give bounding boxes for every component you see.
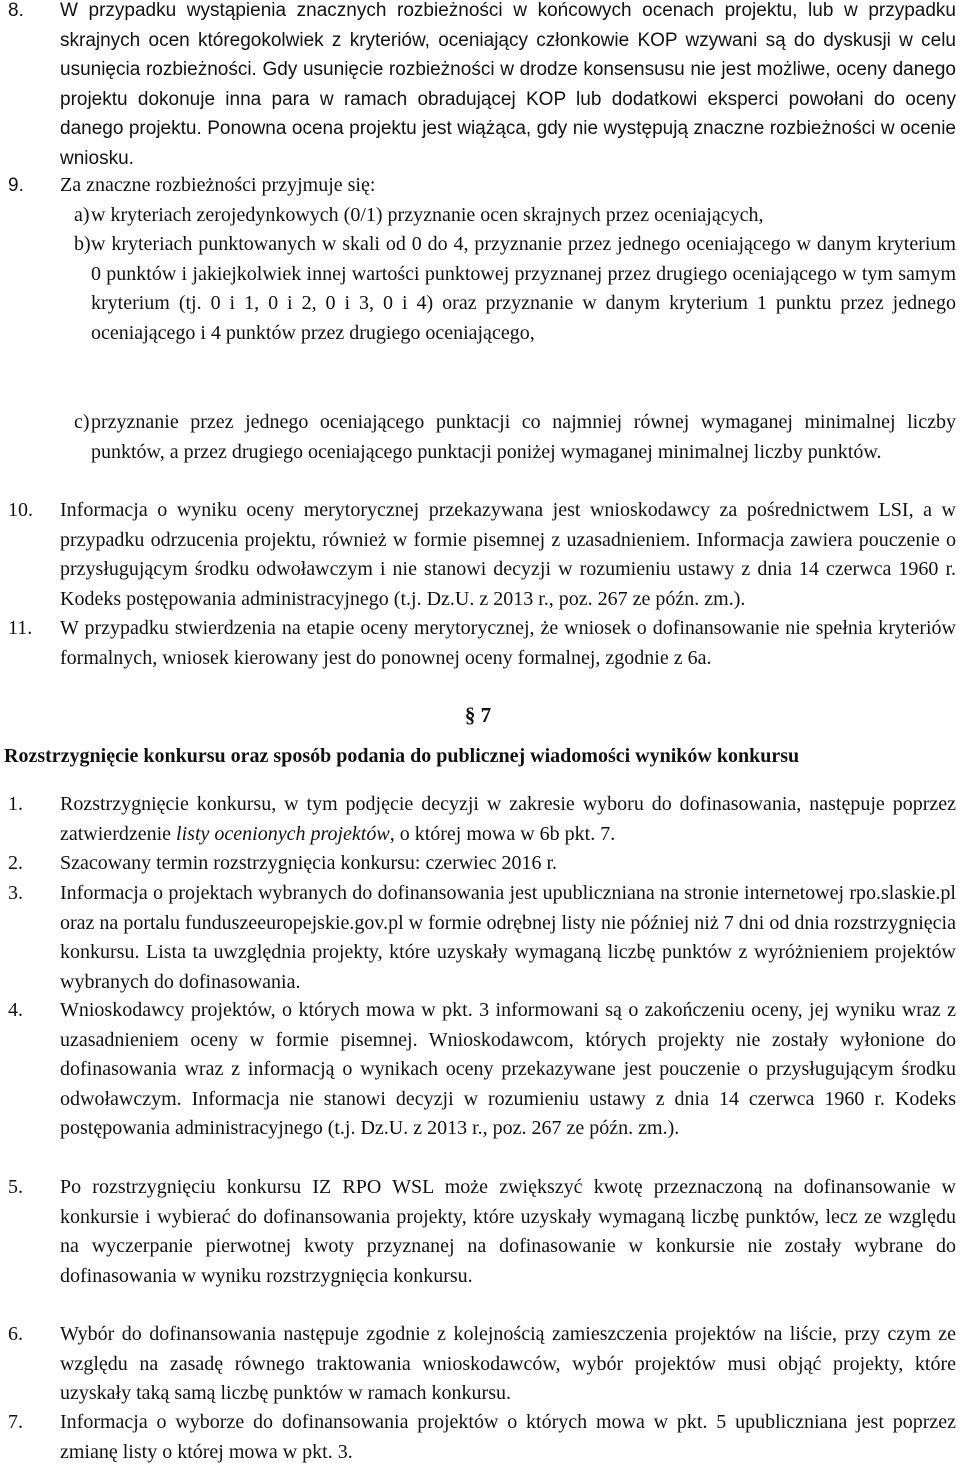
item-text-before: Rozstrzygnięcie konkursu, w tym podjęcie decyzji w zakresie wyboru do dofinasowania, następuje poprzez zatwierdzenie xyxy=(60,793,956,845)
section-heading: Rozstrzygnięcie konkursu oraz sposób podania do publicznej wiadomości wyników konkursu xyxy=(4,745,800,767)
item-text: Informacja o wyborze do dofinansowania projektów o których mowa w pkt. 5 upubliczniana jest poprzez zmianę listy o której mowa w pkt. 3. xyxy=(60,1411,956,1463)
subitem-label: b) xyxy=(74,233,91,255)
item-number: 4. xyxy=(8,999,23,1021)
item-text xyxy=(60,790,956,849)
item-text-after: , o której mowa w 6b pkt. 7. xyxy=(389,822,616,845)
item-text: Informacja o projektach wybranych do dofinansowania jest upubliczniana na stronie internetowej rpo.slaskie.pl oraz na portalu funduszeeuropejskie.gov.pl w formie odrębnej listy nie później niż 7 dni od dnia rozstrzygnięcia konkursu. Lista ta uwzględnia projekty, które uzyskały wymaganą liczbę punktów z wyróżnieniem projektów wybranych do dofinasowania. xyxy=(60,882,956,993)
item-number: 3. xyxy=(8,882,23,904)
item-number: 8. xyxy=(8,0,24,21)
item-number: 11. xyxy=(8,617,33,639)
item-number: 9. xyxy=(8,175,24,196)
item-text: Po rozstrzygnięciu konkursu IZ RPO WSL może zwiększyć kwotę przeznaczoną na dofinansowanie w konkursie i wybierać do dofinansowania projekty, które uzyskały wymaganą liczbę punktów, lecz ze względu na wyczerpanie pierwotnej kwoty przyznanej na dofinasowanie w konkursie nie zostały wybrane do dofinasowania w wyniku rozstrzygnięcia konkursu. xyxy=(60,1176,956,1287)
item-text: W przypadku stwierdzenia na etapie oceny merytorycznej, że wniosek o dofinansowanie nie spełnia kryteriów formalnych, wniosek kierowany jest do ponownej oceny formalnej, zgodnie z 6a. xyxy=(60,617,956,669)
item-number: 7. xyxy=(8,1411,23,1433)
section-number xyxy=(0,703,956,728)
item-number: 10. xyxy=(8,499,33,521)
item-number: 1. xyxy=(8,793,23,815)
item-text: W przypadku wystąpienia znacznych rozbieżności w końcowych ocenach projektu, lub w przypadku skrajnych ocen któregokolwiek z kryteriów, oceniający członkowie KOP wzywani są do dyskusji w celu usunięcia rozbieżności. Gdy usunięcie rozbieżności w drodze konsensusu nie jest możliwe, oceny danego projektu dokonuje inna para w ramach obradującej KOP lub dodatkowi eksperci powołani do oceny danego projektu. Ponowna ocena projektu jest wiążąca, gdy nie występują znaczne rozbieżności w ocenie wniosku. xyxy=(60,0,956,169)
item-text: Wybór do dofinansowania następuje zgodnie z kolejnością zamieszczenia projektów na liście, przy czym ze względu na zasadę równego traktowania wnioskodawców, wybór projektów musi objąć projekty, które uzyskały taką samą liczbę punktów w ramach konkursu. xyxy=(60,1323,956,1405)
item-text: Szacowany termin rozstrzygnięcia konkursu: czerwiec 2016 r. xyxy=(60,852,558,874)
subitem-label: c) xyxy=(74,411,90,433)
subitem-text: przyznanie przez jednego oceniającego punktacji co najmniej równej wymaganej minimalnej liczby punktów, a przez drugiego oceniającego punktacji poniżej wymaganej minimalnej liczby punktów. xyxy=(91,411,956,463)
section-sign-icon: § xyxy=(464,703,476,727)
item-number: 6. xyxy=(8,1323,23,1345)
item-number: 2. xyxy=(8,852,23,874)
subitem-text: w kryteriach punktowanych w skali od 0 do 4, przyznanie przez jednego oceniającego w danym kryterium 0 punktów i jakiejkolwiek innej wartości punktowej przyznanej przez drugiego oceniającego w tym samym kryterium (tj. 0 i 1, 0 i 2, 0 i 3, 0 i 4) oraz przyznanie w danym kryterium 1 punktu przez jednego oceniającego i 4 punktów przez drugiego oceniającego, xyxy=(91,233,956,344)
item-text: Informacja o wyniku oceny merytorycznej przekazywana jest wnioskodawcy za pośrednictwem LSI, a w przypadku odrzucenia projektu, również w formie pisemnej z uzasadnieniem. Informacja zawiera pouczenie o przysługującym środku odwoławczym i nie stanowi decyzji w rozumieniu ustawy z dnia 14 czerwca 1960 r. Kodeks postępowania administracyjnego (t.j. Dz.U. z 2013 r., poz. 267 ze późn. zm.). xyxy=(60,499,956,610)
section-sign-number: 7 xyxy=(480,703,492,727)
item-text: Za znaczne rozbieżności przyjmuje się: xyxy=(60,174,376,196)
item-text-italic: listy ocenionych projektów xyxy=(176,822,390,845)
item-text: Wnioskodawcy projektów, o których mowa w pkt. 3 informowani są o zakończeniu oceny, jej wyniku wraz z uzasadnieniem oceny w formie pisemnej. Wnioskodawcom, których projekty nie zostały wyłonione do dofinasowania wraz z informacją o wynikach oceny przekazywane jest pouczenie o przysługującym środku odwoławczym. Informacja nie stanowi decyzji w rozumieniu ustawy z dnia 14 czerwca 1960 r. Kodeks postępowania administracyjnego (t.j. Dz.U. z 2013 r., poz. 267 ze późn. zm.). xyxy=(60,999,956,1140)
subitem-label: a) xyxy=(74,204,90,226)
item-number: 5. xyxy=(8,1176,23,1198)
subitem-text: w kryteriach zerojedynkowych (0/1) przyznanie ocen skrajnych przez oceniających, xyxy=(91,204,764,226)
